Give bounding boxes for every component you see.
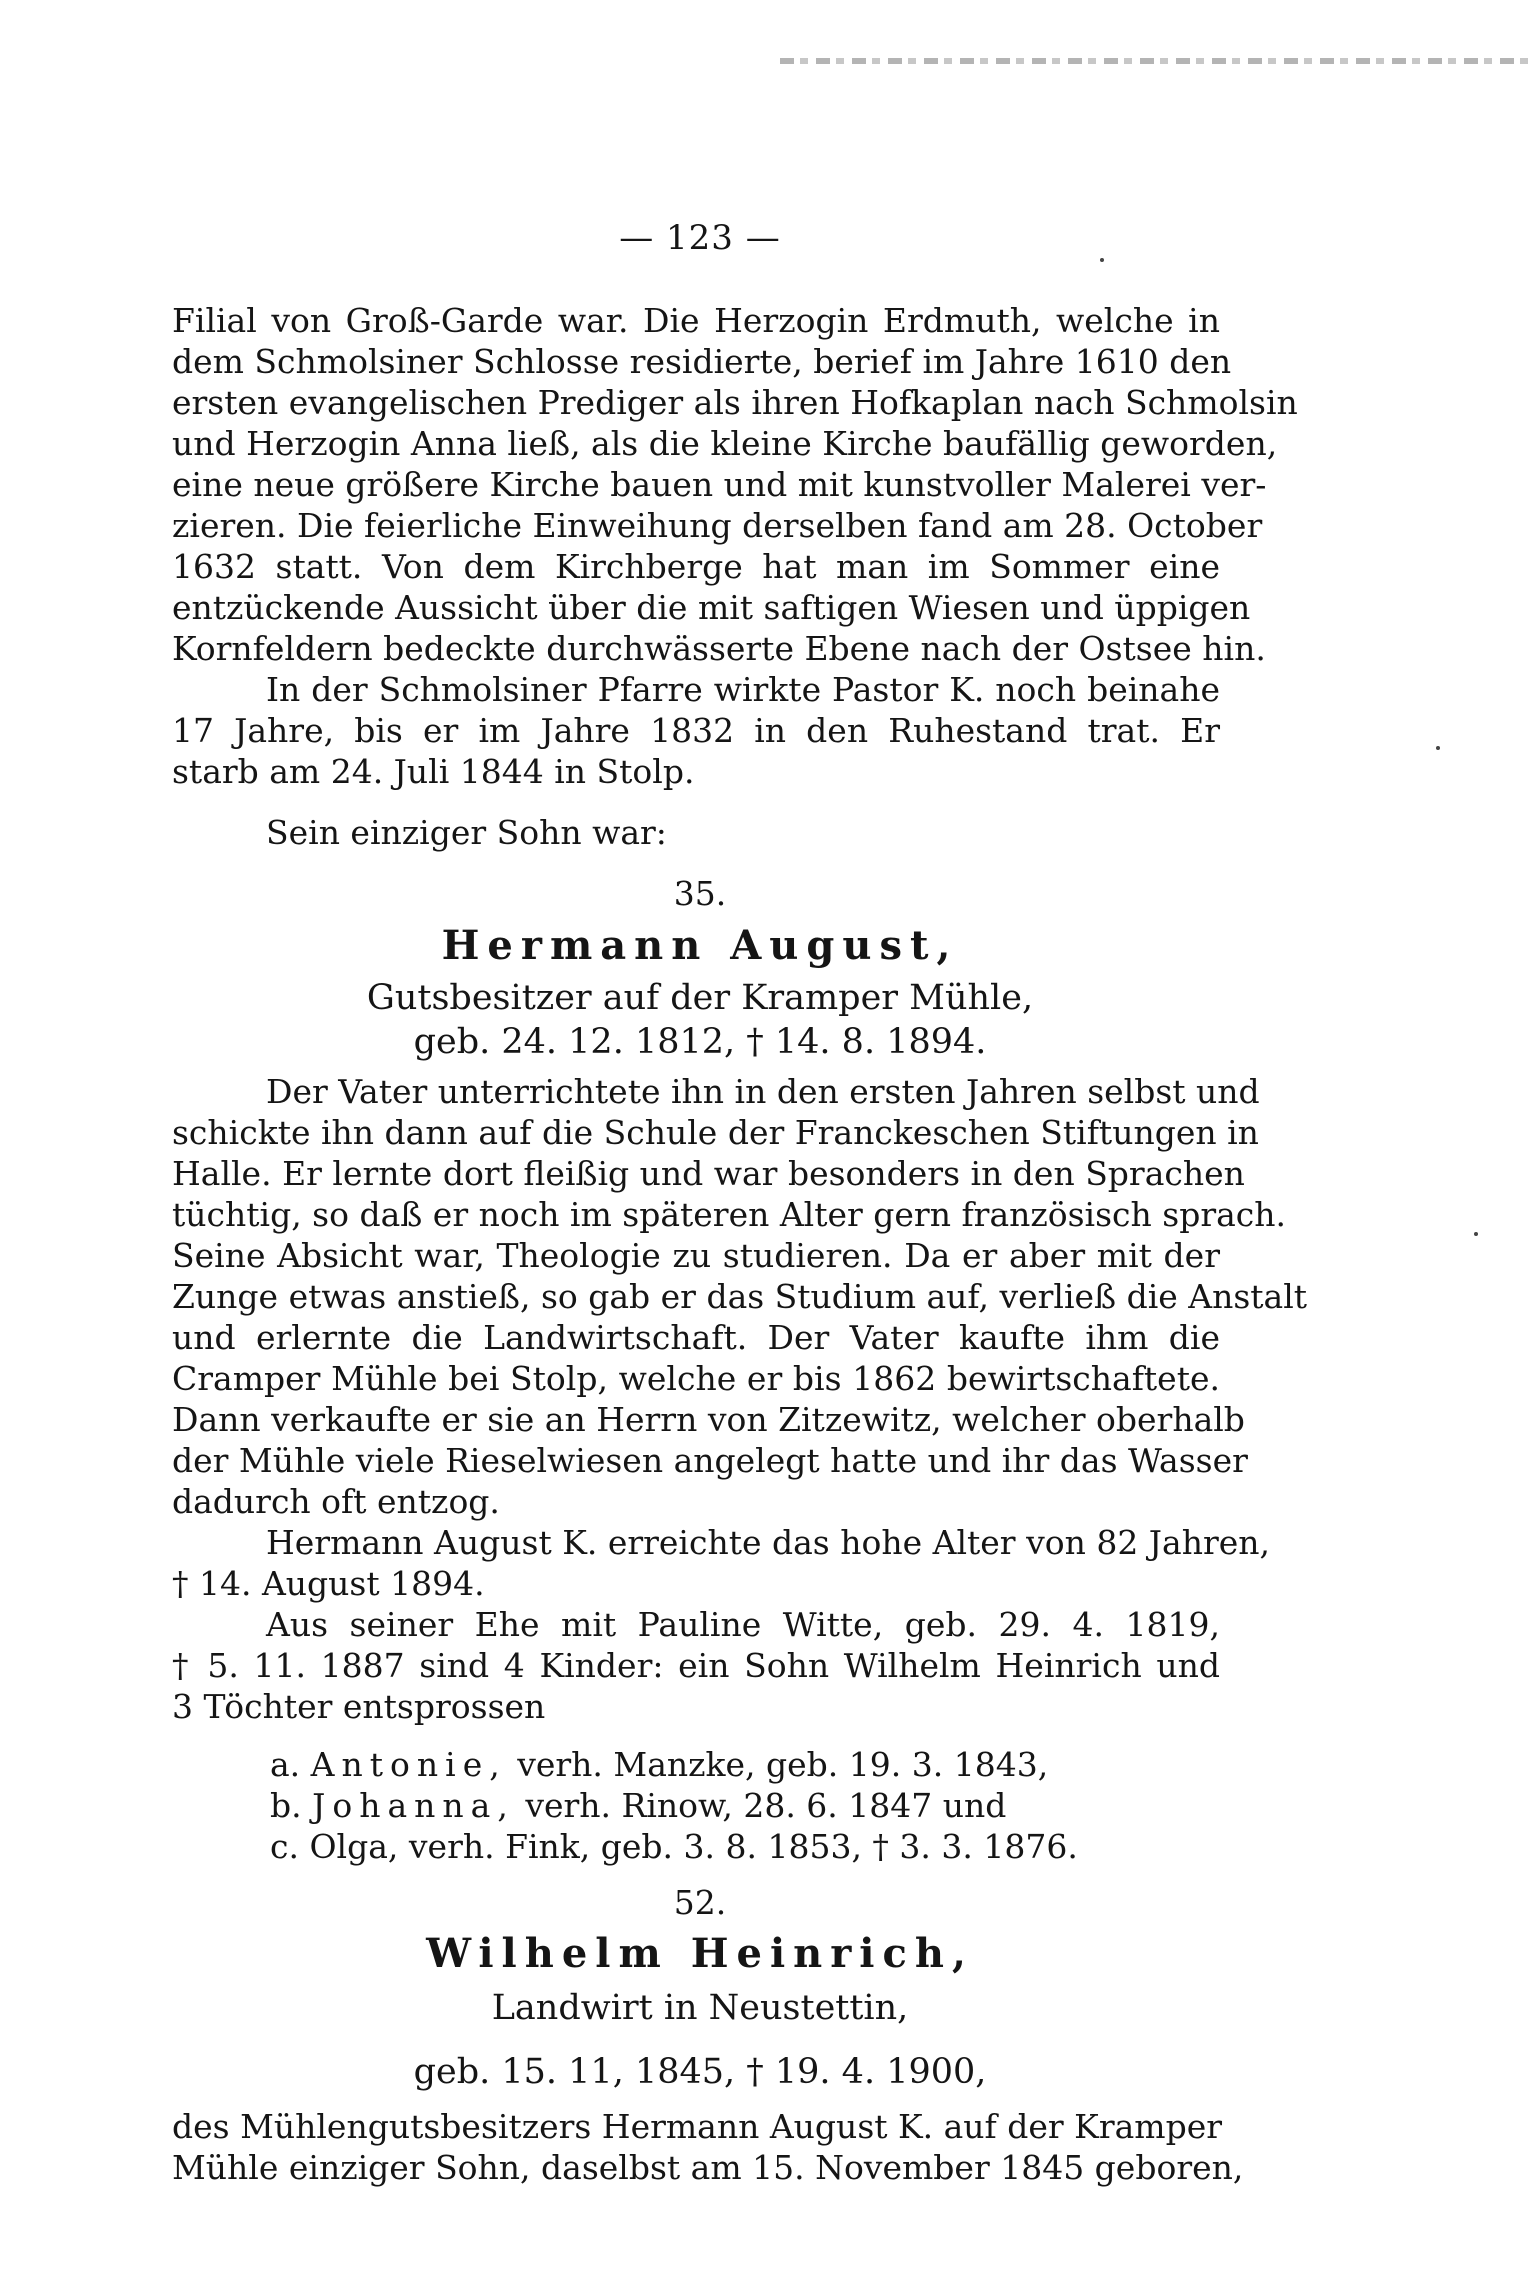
text-line: Kornfeldern bedeckte durchwässerte Ebene nach der Ostsee hin. [172, 629, 1266, 668]
text-line: Dann verkaufte er sie an Herrn von Zitzewitz, welcher oberhalb [172, 1400, 1245, 1439]
child-name: Olga, [309, 1827, 399, 1866]
text-line: Cramper Mühle bei Stolp, welche er bis 1862 bewirtschaftete. [172, 1359, 1220, 1398]
scan-speck [1474, 1232, 1478, 1236]
text-line: Der Vater unterrichtete ihn in den ersten Jahren selbst und [266, 1072, 1260, 1111]
list-marker: b. [270, 1786, 302, 1825]
text-line: Zunge etwas anstieß, so gab er das Studium auf, verließ die Anstalt [172, 1277, 1308, 1316]
text-line: Hermann August K. erreichte das hohe Alter von 82 Jahren, [266, 1523, 1271, 1562]
text-line: der Mühle viele Rieselwiesen angelegt hatte und ihr das Wasser [172, 1441, 1248, 1480]
text-line: In der Schmolsiner Pfarre wirkte Pastor K. noch beinahe [266, 670, 1220, 709]
entry-name: Wilhelm Heinrich, [426, 1930, 974, 1977]
scan-edge-artifact [780, 58, 1528, 64]
page-number: — 123 — [619, 218, 781, 258]
child-detail: verh. Manzke, geb. 19. 3. 1843, [517, 1745, 1049, 1784]
scan-speck [1100, 258, 1104, 262]
list-marker: c. [270, 1827, 299, 1866]
son-intro: Sein einziger Sohn war: [266, 813, 667, 852]
entry-number: 52. [673, 1883, 727, 1922]
child-name: Johanna, [312, 1786, 515, 1825]
text-line: zieren. Die feierliche Einweihung derselben fand am 28. October [172, 506, 1263, 545]
text-line: 17 Jahre, bis er im Jahre 1832 in den Ruhestand trat. Er [172, 711, 1220, 750]
text-line: ersten evangelischen Prediger als ihren Hofkaplan nach Schmolsin [172, 383, 1298, 422]
text-line: starb am 24. Juli 1844 in Stolp. [172, 752, 695, 791]
text-line: dem Schmolsiner Schlosse residierte, berief im Jahre 1610 den [172, 342, 1232, 381]
entry-occupation: Gutsbesitzer auf der Kramper Mühle, [366, 978, 1034, 1018]
text-line: schickte ihn dann auf die Schule der Franckeschen Stiftungen in [172, 1113, 1259, 1152]
text-line: Mühle einziger Sohn, daselbst am 15. November 1845 geboren, [172, 2148, 1244, 2187]
entry-number: 35. [673, 874, 727, 913]
entry-name: Hermann August, [441, 922, 959, 969]
text-line: † 5. 11. 1887 sind 4 Kinder: ein Sohn Wilhelm Heinrich und [172, 1646, 1220, 1685]
text-line: und erlernte die Landwirtschaft. Der Vater kaufte ihm die [172, 1318, 1220, 1357]
text-line: Seine Absicht war, Theologie zu studieren. Da er aber mit der [172, 1236, 1220, 1275]
text-line: 3 Töchter entsprossen [172, 1687, 546, 1726]
entry-dates: geb. 15. 11, 1845, † 19. 4. 1900, [413, 2052, 987, 2092]
child-name: Antonie, [310, 1745, 507, 1784]
text-line: entzückende Aussicht über die mit saftigen Wiesen und üppigen [172, 588, 1251, 627]
text-line: eine neue größere Kirche bauen und mit kunstvoller Malerei ver- [172, 465, 1267, 504]
child-list-item [270, 1826, 1078, 1867]
entry-dates: geb. 24. 12. 1812, † 14. 8. 1894. [413, 1022, 987, 1062]
scan-speck [1436, 746, 1440, 750]
child-detail: verh. Fink, geb. 3. 8. 1853, † 3. 3. 1876. [408, 1827, 1078, 1866]
text-line: des Mühlengutsbesitzers Hermann August K. auf der Kramper [172, 2107, 1223, 2146]
text-line: tüchtig, so daß er noch im späteren Alter gern französisch sprach. [172, 1195, 1287, 1234]
child-list-item [270, 1785, 1006, 1826]
text-line: Filial von Groß-Garde war. Die Herzogin Erdmuth, welche in [172, 301, 1220, 340]
text-line: dadurch oft entzog. [172, 1482, 500, 1521]
text-line: und Herzogin Anna ließ, als die kleine Kirche baufällig geworden, [172, 424, 1278, 463]
list-marker: a. [270, 1745, 301, 1784]
text-line: 1632 statt. Von dem Kirchberge hat man im Sommer eine [172, 547, 1220, 586]
text-line: † 14. August 1894. [172, 1564, 485, 1603]
text-line: Halle. Er lernte dort fleißig und war besonders in den Sprachen [172, 1154, 1245, 1193]
text-line: Aus seiner Ehe mit Pauline Witte, geb. 29. 4. 1819, [266, 1605, 1220, 1644]
entry-occupation: Landwirt in Neustettin, [491, 1988, 909, 2028]
child-detail: verh. Rinow, 28. 6. 1847 und [525, 1786, 1007, 1825]
child-list-item [270, 1744, 1048, 1785]
